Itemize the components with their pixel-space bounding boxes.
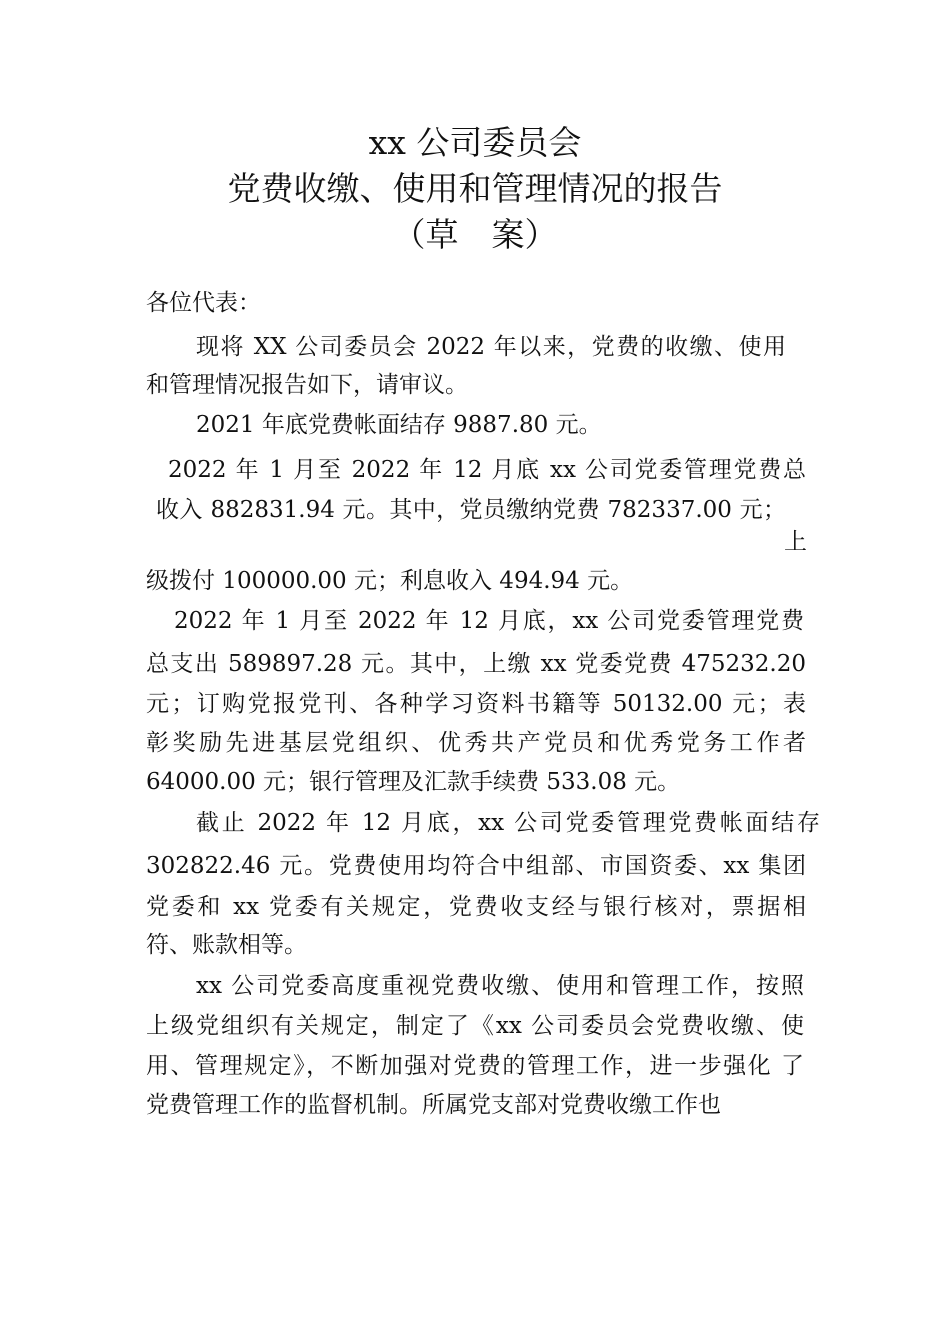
expense-line-3: 元；订购党报党刊、各种学习资料书籍等 50132.00 元；表 — [146, 691, 806, 717]
income-line-3: 上 — [784, 529, 807, 555]
income-line-1: 2022 年 1 月至 2022 年 12 月底 xx 公司党委管理党费总 — [168, 457, 806, 483]
title-draft: （草 案） — [392, 215, 558, 254]
balance-2021: 2021 年底党费帐面结存 9887.80 元。 — [196, 412, 602, 438]
expense-line-5: 64000.00 元；银行管理及汇款手续费 533.08 元。 — [146, 769, 681, 795]
income-line-2: 收入 882831.94 元。其中，党员缴纳党费 782337.00 元； — [156, 497, 786, 523]
salutation: 各位代表： — [146, 290, 261, 316]
management-line-1: xx 公司党委高度重视党费收缴、使用和管理工作，按照 — [196, 973, 804, 999]
management-line-4: 党费管理工作的监督机制。所属党支部对党费收缴工作也 — [146, 1092, 721, 1118]
intro-line-1: 现将 XX 公司委员会 2022 年以来，党费的收缴、使用 — [196, 334, 786, 360]
management-line-2: 上级党组织有关规定，制定了《xx 公司委员会党费收缴、使 — [146, 1013, 804, 1039]
closing-line-4: 符、账款相等。 — [146, 932, 307, 958]
income-line-4: 级拨付 100000.00 元；利息收入 494.94 元。 — [146, 568, 634, 594]
expense-line-1: 2022 年 1 月至 2022 年 12 月底，xx 公司党委管理党费 — [174, 608, 804, 634]
management-line-3: 用、管理规定》，不断加强对党费的管理工作，进一步强化 了 — [146, 1053, 804, 1079]
closing-line-2: 302822.46 元。党费使用均符合中组部、市国资委、xx 集团 — [146, 853, 806, 879]
title-main: 党费收缴、使用和管理情况的报告 — [227, 169, 723, 208]
expense-line-2: 总支出 589897.28 元。其中，上缴 xx 党委党费 475232.20 — [146, 651, 806, 677]
closing-line-1: 截止 2022 年 12 月底，xx 公司党委管理党费帐面结存 — [196, 810, 820, 836]
closing-line-3: 党委和 xx 党委有关规定，党费收支经与银行核对，票据相 — [146, 894, 806, 920]
intro-line-2: 和管理情况报告如下，请审议。 — [146, 372, 468, 398]
title-org: xx 公司委员会 — [368, 123, 582, 162]
expense-line-4: 彰奖励先进基层党组织、优秀共产党员和优秀党务工作者 — [146, 730, 806, 756]
